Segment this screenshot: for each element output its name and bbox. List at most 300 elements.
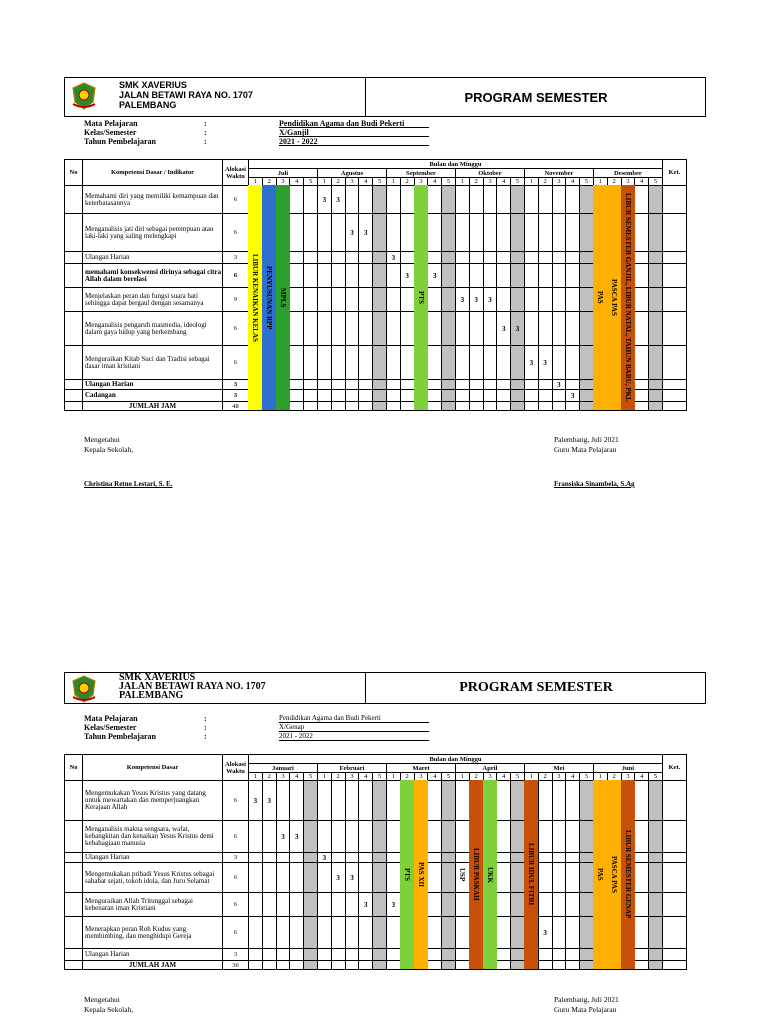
week-cell [304, 781, 318, 821]
score-mark: 3 [501, 324, 506, 333]
week-cell [649, 853, 663, 863]
week-cell [345, 312, 359, 346]
week-cell [538, 346, 552, 380]
week-cell [331, 186, 345, 214]
week-number: 3 [276, 773, 290, 781]
week-cell [442, 853, 456, 863]
week-number: 3 [621, 178, 635, 186]
week-cell [345, 917, 359, 949]
week-cell [580, 821, 594, 853]
week-cell [345, 264, 359, 288]
band-pts [414, 185, 428, 410]
week-cell [580, 346, 594, 380]
header-box [64, 672, 706, 704]
week-cell [276, 863, 290, 893]
week-cell [428, 214, 442, 252]
week-cell [538, 863, 552, 893]
week-number: 3 [483, 178, 497, 186]
week-cell [304, 949, 318, 961]
week-cell [345, 949, 359, 961]
week-cell [538, 214, 552, 252]
week-cell [552, 186, 566, 214]
week-cell [566, 288, 580, 312]
kd-cell: Ulangan Harian [83, 252, 223, 264]
row-no [65, 346, 83, 380]
week-cell [469, 288, 483, 312]
week-cell [649, 312, 663, 346]
week-cell [538, 252, 552, 264]
week-cell [538, 312, 552, 346]
week-cell [373, 346, 387, 380]
week-cell [566, 252, 580, 264]
week-cell [359, 252, 373, 264]
band-label: PAS [596, 868, 604, 881]
week-cell [290, 853, 304, 863]
month-header: Agustus [317, 169, 386, 178]
week-cell [566, 821, 580, 853]
row-no [65, 893, 83, 917]
week-cell [373, 863, 387, 893]
week-cell [373, 390, 387, 402]
score-mark: 3 [529, 358, 534, 367]
week-cell [442, 893, 456, 917]
week-cell [580, 863, 594, 893]
week-cell [304, 252, 318, 264]
week-cell [497, 917, 511, 949]
week-cell [497, 853, 511, 863]
week-cell [386, 264, 400, 288]
week-cell [524, 264, 538, 288]
week-cell [566, 380, 580, 390]
week-cell [345, 346, 359, 380]
week-number: 4 [635, 178, 649, 186]
week-cell [290, 252, 304, 264]
week-cell [345, 893, 359, 917]
week-cell [317, 288, 331, 312]
week-cell [497, 288, 511, 312]
week-number: 2 [469, 178, 483, 186]
band-label: MPLS [279, 287, 287, 308]
week-number: 4 [428, 773, 442, 781]
footer-right: Palembang, Juli 2021 Guru Mata Pelajaran [554, 995, 619, 1014]
week-cell [635, 264, 649, 288]
row-no [65, 186, 83, 214]
week-cell [317, 781, 331, 821]
score-mark: 3 [433, 271, 437, 280]
kd-cell: Menguraikan Allah Tritunggal sebagai kebenaran iman Kristiani [83, 893, 223, 917]
kd-cell: Ulangan Harian [83, 853, 223, 863]
week-cell [442, 949, 456, 961]
week-cell [635, 346, 649, 380]
week-cell [304, 821, 318, 853]
week-cell [331, 312, 345, 346]
week-cell [511, 312, 525, 346]
week-cell [442, 917, 456, 949]
row-no [65, 781, 83, 821]
alokasi-cell: 6 [223, 346, 249, 380]
week-cell [317, 390, 331, 402]
week-cell [497, 380, 511, 390]
col-alokasi: Alokasi Waktu [223, 755, 249, 781]
week-cell [359, 917, 373, 949]
kd-cell: Ulangan Harian [83, 380, 223, 390]
week-cell [455, 380, 469, 390]
week-number: 5 [649, 773, 663, 781]
week-cell [276, 781, 290, 821]
week-cell [359, 288, 373, 312]
week-cell [649, 863, 663, 893]
ket-cell [662, 346, 686, 380]
week-cell [455, 186, 469, 214]
jumlah-value: 48 [223, 402, 249, 411]
week-cell [580, 949, 594, 961]
week-cell [538, 186, 552, 214]
week-cell [373, 264, 387, 288]
week-cell [580, 264, 594, 288]
col-no: No [65, 160, 83, 186]
week-cell [386, 312, 400, 346]
week-cell [428, 390, 442, 402]
week-cell [442, 863, 456, 893]
week-cell [442, 312, 456, 346]
week-cell [359, 863, 373, 893]
week-cell [304, 264, 318, 288]
col-ket: Ket. [662, 755, 686, 781]
week-cell [304, 288, 318, 312]
week-cell [400, 186, 414, 214]
week-number: 3 [552, 773, 566, 781]
band-label: PAS [596, 291, 604, 304]
week-cell [483, 288, 497, 312]
band-penyusunan-rpp [262, 185, 276, 410]
week-cell [428, 252, 442, 264]
band-mpls [276, 185, 290, 410]
week-cell [400, 390, 414, 402]
week-cell [511, 252, 525, 264]
week-cell [400, 346, 414, 380]
week-cell [497, 390, 511, 402]
alokasi-cell: 3 [223, 380, 249, 390]
score-mark: 3 [515, 324, 520, 333]
week-cell [304, 186, 318, 214]
week-cell [386, 288, 400, 312]
band-label: LIBUR KENAIKAN KELAS [251, 253, 259, 342]
ket-cell [662, 781, 686, 821]
week-number: 4 [359, 178, 373, 186]
week-number: 1 [593, 178, 607, 186]
week-cell [400, 312, 414, 346]
week-cell [317, 853, 331, 863]
week-cell [304, 853, 318, 863]
week-cell [373, 917, 387, 949]
week-cell [552, 893, 566, 917]
week-cell [580, 288, 594, 312]
week-cell [483, 264, 497, 288]
week-cell [497, 781, 511, 821]
kd-cell: memahami konsekwensi dirinya sebagai citra Allah dalam berelasi [83, 264, 223, 288]
score-mark: 3 [336, 195, 340, 204]
week-number: 4 [566, 773, 580, 781]
week-cell [317, 380, 331, 390]
week-cell [580, 893, 594, 917]
week-cell [249, 917, 263, 949]
week-number: 2 [400, 773, 414, 781]
week-cell [455, 214, 469, 252]
week-cell [511, 380, 525, 390]
school-logo-icon [71, 675, 97, 703]
week-number: 2 [538, 178, 552, 186]
week-number: 2 [331, 178, 345, 186]
band-pas [593, 780, 607, 969]
week-number: 4 [428, 178, 442, 186]
ket-cell [662, 264, 686, 288]
week-cell [373, 893, 387, 917]
week-cell [511, 917, 525, 949]
ket-cell [662, 949, 686, 961]
week-cell [649, 252, 663, 264]
week-number: 3 [483, 773, 497, 781]
week-cell [538, 390, 552, 402]
score-mark: 3 [350, 228, 354, 237]
week-cell [428, 949, 442, 961]
week-cell [538, 821, 552, 853]
week-cell [566, 917, 580, 949]
week-cell [386, 893, 400, 917]
month-header: Juli [249, 169, 318, 178]
week-number: 2 [538, 773, 552, 781]
week-cell [359, 893, 373, 917]
week-number: 5 [442, 773, 456, 781]
week-number: 5 [442, 178, 456, 186]
col-kompetensi: Kompetensi Dasar [83, 755, 223, 781]
week-cell [262, 853, 276, 863]
ket-cell [662, 893, 686, 917]
week-number: 1 [249, 178, 263, 186]
week-cell [373, 821, 387, 853]
col-ket: Ket. [662, 160, 686, 186]
week-cell [386, 949, 400, 961]
week-cell [331, 781, 345, 821]
week-cell [304, 863, 318, 893]
week-number: 3 [345, 178, 359, 186]
week-cell [331, 949, 345, 961]
kd-cell: Menganalisis pengaruh masmedia, ideologi dalam gaya hidup yang berkembang [83, 312, 223, 346]
week-cell [304, 893, 318, 917]
week-cell [524, 288, 538, 312]
week-cell [249, 781, 263, 821]
week-number: 4 [566, 178, 580, 186]
week-cell [345, 863, 359, 893]
week-cell [455, 288, 469, 312]
col-no: No [65, 755, 83, 781]
footer-left: Mengetahui Kepala Sekolah, [84, 995, 134, 1014]
week-cell [359, 949, 373, 961]
week-cell [566, 893, 580, 917]
week-cell [331, 917, 345, 949]
band-label: LIBUR SEMESTER GANJIL, LIBUR NATAL, TAHUN BARU, PKL [624, 193, 632, 402]
kd-cell: Cadangan [83, 390, 223, 402]
week-cell [524, 390, 538, 402]
ket-cell [662, 186, 686, 214]
week-number: 1 [386, 773, 400, 781]
signature-principal: Christina Retno Lestari, S. E. [84, 480, 173, 488]
band-pasca-pas [607, 780, 621, 969]
score-mark: 3 [488, 295, 492, 304]
week-cell [317, 917, 331, 949]
alokasi-cell: 3 [223, 390, 249, 402]
week-cell [511, 853, 525, 863]
week-cell [345, 390, 359, 402]
week-cell [386, 917, 400, 949]
week-cell [249, 821, 263, 853]
week-cell [400, 380, 414, 390]
week-cell [290, 781, 304, 821]
week-cell [511, 264, 525, 288]
week-number: 1 [524, 773, 538, 781]
ket-cell [662, 312, 686, 346]
week-cell [359, 186, 373, 214]
month-header: Januari [249, 764, 318, 773]
week-cell [262, 821, 276, 853]
week-cell [359, 312, 373, 346]
week-cell [635, 214, 649, 252]
week-cell [580, 917, 594, 949]
row-no [65, 863, 83, 893]
alokasi-cell: 3 [223, 853, 249, 863]
week-cell [373, 312, 387, 346]
week-cell [400, 264, 414, 288]
week-cell [290, 264, 304, 288]
week-cell [511, 821, 525, 853]
week-number: 2 [607, 178, 621, 186]
week-cell [345, 186, 359, 214]
week-cell [442, 264, 456, 288]
week-cell [511, 390, 525, 402]
week-cell [455, 346, 469, 380]
week-cell [373, 214, 387, 252]
band-label: PTS [403, 868, 411, 881]
week-cell [635, 252, 649, 264]
week-cell [635, 949, 649, 961]
alokasi-cell: 3 [223, 252, 249, 264]
week-cell [428, 264, 442, 288]
week-cell [428, 346, 442, 380]
alokasi-cell: 6 [223, 214, 249, 252]
band-libur-semester-genap [621, 780, 635, 969]
week-cell [262, 917, 276, 949]
week-cell [359, 214, 373, 252]
week-cell [304, 917, 318, 949]
week-cell [538, 917, 552, 949]
row-no [65, 390, 83, 402]
band-pasca-pas [607, 185, 621, 410]
row-no [65, 252, 83, 264]
alokasi-cell: 9 [223, 288, 249, 312]
week-cell [455, 390, 469, 402]
week-cell [400, 252, 414, 264]
week-cell [290, 893, 304, 917]
week-cell [317, 949, 331, 961]
document-title: PROGRAM SEMESTER [365, 78, 706, 116]
week-cell [538, 288, 552, 312]
month-header: Juni [593, 764, 662, 773]
week-number: 3 [552, 178, 566, 186]
score-mark: 3 [391, 900, 396, 909]
week-cell [511, 346, 525, 380]
week-cell [345, 288, 359, 312]
ket-cell [662, 288, 686, 312]
week-cell [276, 949, 290, 961]
info-block: Mata Pelajaran : Pendidikan Agama dan Budi Pekerti Kelas/Semester : X/Ganjil Tahun Pembelajaran : 2021 - 2022 [84, 119, 429, 146]
week-cell [635, 312, 649, 346]
week-cell [400, 214, 414, 252]
week-cell [249, 949, 263, 961]
band-label: LIBUR PASKAH [472, 848, 480, 901]
ket-cell [662, 390, 686, 402]
week-cell [649, 821, 663, 853]
week-cell [317, 863, 331, 893]
alokasi-cell: 3 [223, 949, 249, 961]
signature-teacher: Fransiska Sinambela, S.Ag [554, 480, 635, 488]
jumlah-label: JUMLAH JAM [83, 961, 223, 970]
week-cell [373, 252, 387, 264]
week-cell [373, 186, 387, 214]
jumlah-value: 36 [223, 961, 249, 970]
week-cell [649, 288, 663, 312]
sheet-ganjil [64, 77, 706, 497]
week-cell [552, 390, 566, 402]
week-cell [331, 288, 345, 312]
week-cell [386, 214, 400, 252]
week-cell [524, 346, 538, 380]
week-cell [345, 252, 359, 264]
ket-cell [662, 214, 686, 252]
week-number: 5 [304, 773, 318, 781]
week-cell [455, 264, 469, 288]
week-number: 1 [455, 773, 469, 781]
week-cell [317, 312, 331, 346]
week-cell [345, 821, 359, 853]
week-cell [649, 949, 663, 961]
row-no [65, 949, 83, 961]
week-cell [442, 186, 456, 214]
week-cell [290, 186, 304, 214]
band-label: PTS [417, 291, 425, 304]
week-cell [524, 186, 538, 214]
band-pas [593, 185, 607, 410]
week-cell [428, 781, 442, 821]
week-cell [428, 380, 442, 390]
week-cell [552, 214, 566, 252]
week-cell [538, 264, 552, 288]
week-cell [635, 893, 649, 917]
week-number: 2 [262, 178, 276, 186]
band-label: PASCA PAS [610, 856, 618, 893]
band-ukk [483, 780, 497, 969]
band-label: USP [458, 867, 466, 882]
week-cell [359, 781, 373, 821]
week-cell [649, 917, 663, 949]
band-libur-semester [621, 185, 635, 410]
week-cell [524, 312, 538, 346]
week-number: 4 [635, 773, 649, 781]
week-cell [442, 781, 456, 821]
week-cell [317, 346, 331, 380]
band-label: LIBUR SEMESTER GENAP [624, 830, 632, 919]
row-no [65, 264, 83, 288]
week-cell [386, 863, 400, 893]
week-number: 2 [331, 773, 345, 781]
